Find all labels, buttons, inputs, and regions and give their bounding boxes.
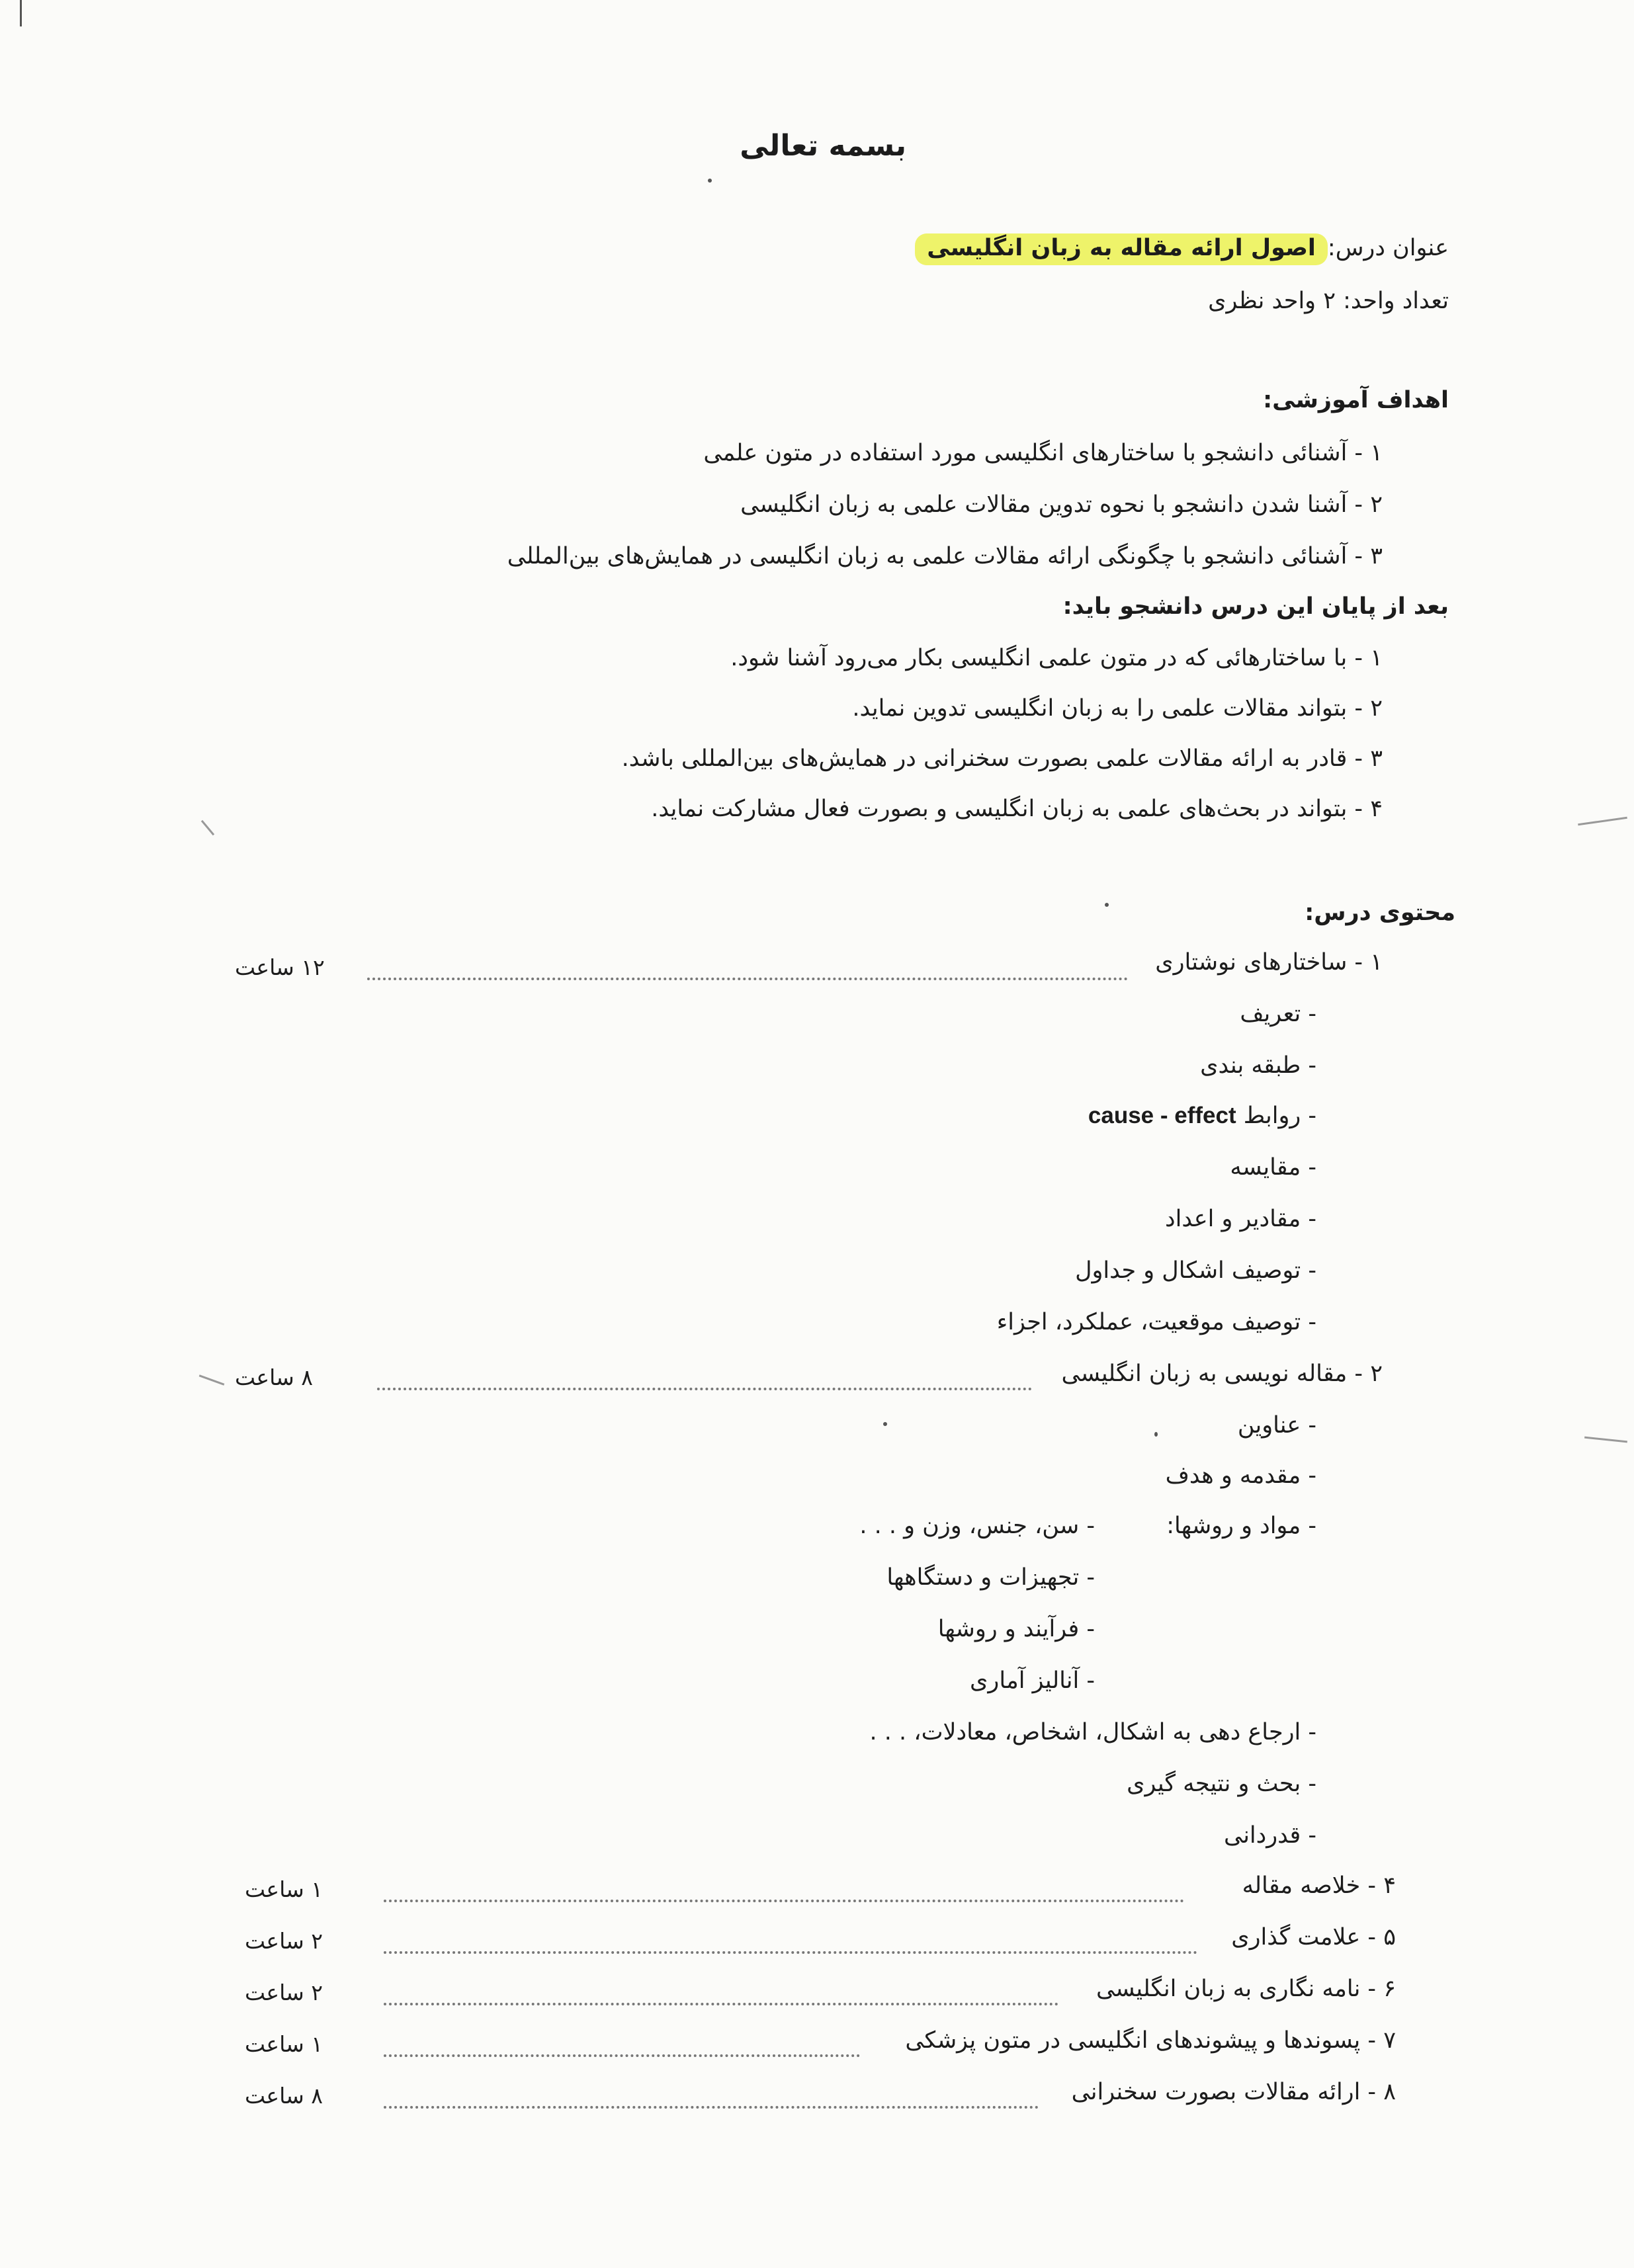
subsection-item [1088, 1099, 1316, 1132]
scan-speck [20, 0, 22, 26]
dotted-leader [367, 978, 1128, 980]
materials-item: - تجهیزات و دستگاهها [886, 1564, 1095, 1591]
materials-label: - مواد و روشها: [1166, 1513, 1316, 1539]
course-name-value: اصول ارائه مقاله به زبان انگلیسی [915, 233, 1328, 265]
subsection-item: - بحث و نتیجه گیری [1127, 1771, 1316, 1797]
section-hours: ۸ ساعت [235, 1365, 314, 1390]
section-hours: ۸ ساعت [245, 2083, 323, 2109]
scan-mark [1584, 1437, 1627, 1443]
objective-item: ۱ - آشنائی دانشجو با ساختارهای انگلیسی مورد استفاده در متون علمی [703, 440, 1383, 466]
materials-item: - فرآیند و روشها [937, 1616, 1095, 1642]
section-hours: ۱۲ ساعت [235, 954, 325, 980]
outcome-item: ۲ - بتواند مقالات علمی را به زبان انگلیسی تدوین نماید. [852, 695, 1383, 722]
section-title: ۴ - خلاصه مقاله [1242, 1872, 1396, 1899]
course-units: تعداد واحد: ۲ واحد نظری [1208, 288, 1449, 314]
section-hours: ۲ ساعت [245, 1980, 323, 2005]
document-title: بسمه تعالی [740, 129, 906, 163]
section-title: ۵ - علامت گذاری [1231, 1924, 1396, 1951]
section-title: ۱ - ساختارهای نوشتاری [1155, 949, 1383, 976]
subsection-item: - توصیف اشکال و جداول [1075, 1257, 1316, 1284]
subsection-item: - مقادیر و اعداد [1165, 1206, 1316, 1232]
section-title: ۷ - پسوندها و پیشوندهای انگلیسی در متون پزشکی [905, 2027, 1396, 2054]
scan-speck [1154, 1432, 1158, 1437]
dotted-leader [377, 1388, 1032, 1390]
subsection-label: - روابط [1243, 1103, 1316, 1129]
section-hours: ۱ ساعت [245, 1876, 323, 1902]
outcome-item: ۳ - قادر به ارائه مقالات علمی بصورت سخنرانی در همایش‌های بین‌المللی باشد. [621, 745, 1383, 772]
section-hours: ۲ ساعت [245, 1928, 323, 1954]
dotted-leader [384, 2003, 1058, 2005]
cause-effect-text: cause - effect [1088, 1103, 1236, 1128]
subsection-item: - عناوین [1237, 1412, 1316, 1439]
dotted-leader [384, 1900, 1184, 1902]
outcomes-heading: بعد از پایان این درس دانشجو باید: [1062, 593, 1449, 620]
outcome-item: ۴ - بتواند در بحث‌های علمی به زبان انگلیسی و بصورت فعال مشارکت نماید. [651, 796, 1383, 822]
section-title: ۸ - ارائه مقالات بصورت سخنرانی [1071, 2079, 1396, 2105]
scan-speck [708, 179, 712, 183]
subsection-item: - مقدمه و هدف [1165, 1462, 1316, 1489]
objectives-heading: اهداف آموزشی: [1263, 387, 1449, 413]
subsection-item: - توصیف موقعیت، عملکرد، اجزاء [996, 1309, 1316, 1335]
scan-mark [201, 820, 214, 835]
scan-speck [883, 1422, 887, 1426]
dotted-leader [384, 2106, 1039, 2109]
scan-mark [1578, 817, 1627, 825]
scan-speck [1105, 903, 1109, 907]
dotted-leader [384, 1951, 1197, 1954]
objective-item: ۳ - آشنائی دانشجو با چگونگی ارائه مقالات علمی به زبان انگلیسی در همایش‌های بین‌المللی [507, 543, 1383, 569]
subsection-item: - تعریف [1240, 1001, 1316, 1027]
scan-mark [199, 1374, 225, 1386]
objective-item: ۲ - آشنا شدن دانشجو با نحوه تدوین مقالات علمی به زبان انگلیسی [740, 491, 1383, 518]
section-title: ۲ - مقاله نویسی به زبان انگلیسی [1061, 1361, 1383, 1387]
materials-item: - آنالیز آماری [970, 1667, 1095, 1694]
course-name-label: عنوان درس: [1327, 235, 1449, 261]
subsection-item: - قدردانی [1224, 1822, 1316, 1849]
section-hours: ۱ ساعت [245, 2031, 323, 2057]
dotted-leader [384, 2054, 860, 2057]
subsection-item: - ارجاع دهی به اشکال، اشخاص، معادلات، . . . [869, 1719, 1316, 1745]
subsection-item: - مقایسه [1230, 1154, 1316, 1181]
content-heading: محتوی درس: [1305, 900, 1455, 926]
subsection-item: - طبقه بندی [1200, 1052, 1316, 1079]
outcome-item: ۱ - با ساختارهائی که در متون علمی انگلیسی بکار می‌رود آشنا شود. [730, 645, 1383, 671]
section-title: ۶ - نامه نگاری به زبان انگلیسی [1096, 1976, 1396, 2002]
course-name-line [915, 231, 1449, 265]
materials-item: - سن، جنس، وزن و . . . [859, 1513, 1095, 1539]
